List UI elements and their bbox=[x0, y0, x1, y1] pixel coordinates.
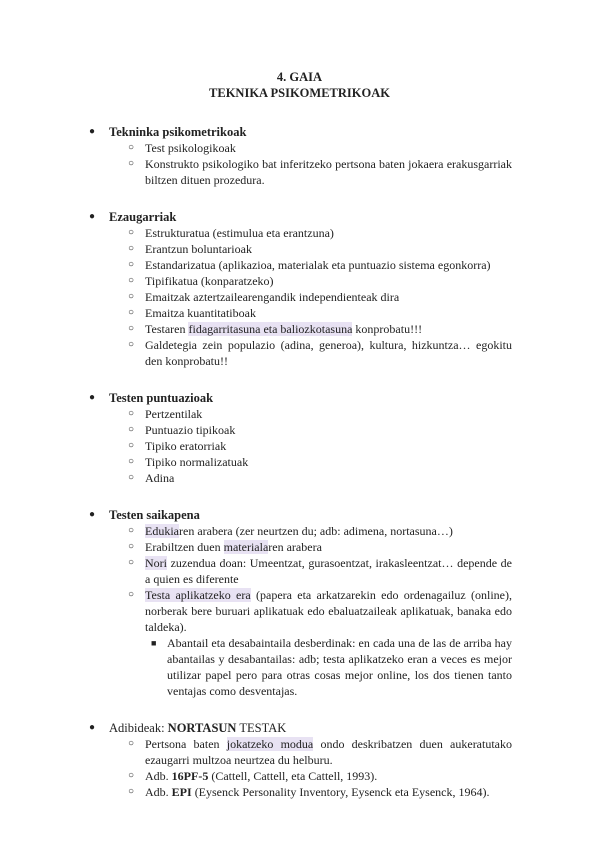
list-item: ○ Adina bbox=[128, 471, 175, 485]
bullet-circle-icon: ○ bbox=[128, 472, 135, 483]
heading-tail: TESTAK bbox=[236, 721, 287, 735]
bullet-circle-icon: ○ bbox=[128, 227, 135, 238]
list-item: ○ Pertzentilak bbox=[128, 407, 203, 421]
bold-text: EPI bbox=[171, 785, 192, 799]
bullet-filled-icon: ● bbox=[89, 211, 96, 222]
list-item: ○ Emaitza kuantitatiboak bbox=[128, 306, 256, 320]
list-item: ○ Nori zuzendua doan: Umeentzat, gurasoentzat, irakasleentzat… depende de a quien es diferente bbox=[128, 556, 512, 586]
highlighted-text: materiala bbox=[223, 540, 269, 554]
list-item: ○ Tipiko eratorriak bbox=[128, 439, 227, 453]
section-heading bbox=[87, 720, 512, 736]
bullet-square-icon: ■ bbox=[151, 638, 157, 648]
list-item: ○ Testa aplikatzeko era (papera eta arkatzarekin edo ordenagailuz (online), norberak bere buruari aplikatuak edo ebaluatzaileak aplikatuak, banaka edo taldeka). ■ Abantail eta desabaintaila desberdinak: en cada una de las de arriba hay abantailas y desabantailas: adb; testa aplikatzeko eran a veces es mejor utilizar papel pero para otras cosas mejor online, los dos tienen tanto ventajas como desventajas. bbox=[128, 588, 513, 698]
bullet-circle-icon: ○ bbox=[128, 557, 135, 568]
nested-list bbox=[145, 635, 512, 699]
heading-lead: Adibideak: bbox=[109, 721, 168, 735]
sub-list bbox=[87, 736, 512, 800]
section-heading bbox=[87, 209, 512, 225]
list-item: ○ Pertsona baten jokatzeko modua ondo deskribatzen duen aukeratutako ezaugarri multzoa neurtzea du helburu. bbox=[128, 737, 513, 767]
bullet-filled-icon: ● bbox=[89, 509, 96, 520]
bullet-circle-icon: ○ bbox=[128, 424, 135, 435]
heading-text: Tekninka psikometrikoak bbox=[109, 125, 247, 139]
chapter-number: 4. GAIA bbox=[276, 70, 323, 84]
bullet-filled-icon: ● bbox=[89, 722, 96, 733]
bullet-circle-icon: ○ bbox=[128, 158, 135, 169]
list-item: ○ Estrukturatua (estimulua eta erantzuna) bbox=[128, 226, 334, 240]
highlighted-text: fidagarritasuna eta baliozkotasuna bbox=[188, 322, 353, 336]
bullet-circle-icon: ○ bbox=[128, 339, 135, 350]
sub-list bbox=[87, 523, 512, 699]
bullet-circle-icon: ○ bbox=[128, 291, 135, 302]
bullet-circle-icon: ○ bbox=[128, 589, 135, 600]
sub-list bbox=[87, 225, 512, 369]
bullet-circle-icon: ○ bbox=[128, 307, 135, 318]
bullet-circle-icon: ○ bbox=[128, 541, 135, 552]
bullet-circle-icon: ○ bbox=[128, 440, 135, 451]
bullet-filled-icon: ● bbox=[89, 126, 96, 137]
section-teknika bbox=[87, 124, 512, 188]
highlighted-text: Nori bbox=[145, 556, 167, 570]
list-item: ○ Galdetegia zein populazio (adina, generoa), kultura, hizkuntza… egokitu den konprobatu!! bbox=[128, 338, 512, 368]
section-puntuazioak bbox=[87, 390, 512, 486]
highlighted-text: Testa aplikatzeko era bbox=[145, 588, 251, 602]
bold-text: 16PF-5 bbox=[171, 769, 209, 783]
heading-text: Testen saikapena bbox=[109, 508, 200, 522]
list-item: ○ Emaitzak aztertzailearengandik independienteak dira bbox=[128, 290, 400, 304]
list-item: ○ Tipiko normalizatuak bbox=[128, 455, 249, 469]
section-adibideak bbox=[87, 720, 512, 800]
bullet-circle-icon: ○ bbox=[128, 323, 135, 334]
list-item: ○ Adb. EPI (Eysenck Personality Inventory, Eysenck eta Eysenck, 1964). bbox=[128, 785, 490, 799]
bullet-circle-icon: ○ bbox=[128, 275, 135, 286]
section-heading bbox=[87, 390, 512, 406]
list-item: ○ Erabiltzen duen materialaren arabera bbox=[128, 540, 322, 554]
sub-list bbox=[87, 140, 512, 188]
section-heading bbox=[87, 124, 512, 140]
list-item: ○ Tipifikatua (konparatzeko) bbox=[128, 274, 274, 288]
list-item: ○ Erantzun boluntarioak bbox=[128, 242, 252, 256]
bullet-circle-icon: ○ bbox=[128, 408, 135, 419]
bullet-circle-icon: ○ bbox=[128, 142, 135, 153]
page-title: TEKNIKA PSIKOMETRIKOAK bbox=[209, 86, 390, 100]
bullet-circle-icon: ○ bbox=[128, 738, 135, 749]
list-item: ○ Estandarizatua (aplikazioa, materialak eta puntuazio sistema egonkorra) bbox=[128, 258, 491, 272]
bullet-circle-icon: ○ bbox=[128, 770, 135, 781]
list-item: ■ Abantail eta desabaintaila desberdinak: en cada una de las de arriba hay abantailas y desabantailas: adb; testa aplikatzeko eran a veces es mejor utilizar papel pero para otras cosas mejor online, los dos tienen tanto ventajas como desventajas. bbox=[151, 636, 512, 698]
section-heading bbox=[87, 507, 512, 523]
section-saikapena bbox=[87, 507, 512, 699]
bullet-circle-icon: ○ bbox=[128, 243, 135, 254]
section-ezaugarriak bbox=[87, 209, 512, 369]
bullet-circle-icon: ○ bbox=[128, 525, 135, 536]
highlighted-text: jokatzeko modua bbox=[226, 737, 314, 751]
list-item: ○ Edukiaren arabera (zer neurtzen du; adb: adimena, nortasuna…) bbox=[128, 524, 453, 538]
list-item: ○ Test psikologikoak bbox=[128, 141, 236, 155]
heading-text: NORTASUN bbox=[167, 721, 237, 735]
bullet-circle-icon: ○ bbox=[128, 456, 135, 467]
bullet-filled-icon: ● bbox=[89, 392, 96, 403]
bullet-circle-icon: ○ bbox=[128, 786, 135, 797]
sub-list bbox=[87, 406, 512, 486]
list-item: ○ Konstrukto psikologiko bat inferitzeko pertsona baten jokaera erakusgarriak biltzen dituen prozedura. bbox=[128, 157, 512, 187]
bullet-circle-icon: ○ bbox=[128, 259, 135, 270]
heading-text: Ezaugarriak bbox=[109, 210, 177, 224]
list-item: ○ Adb. 16PF-5 (Cattell, Cattell, eta Cattell, 1993). bbox=[128, 769, 378, 783]
highlighted-text: Edukia bbox=[145, 524, 179, 538]
list-item: ○ Puntuazio tipikoak bbox=[128, 423, 236, 437]
list-item: ○ Testaren fidagarritasuna eta baliozkotasuna konprobatu!!! bbox=[128, 322, 423, 336]
heading-text: Testen puntuazioak bbox=[109, 391, 214, 405]
